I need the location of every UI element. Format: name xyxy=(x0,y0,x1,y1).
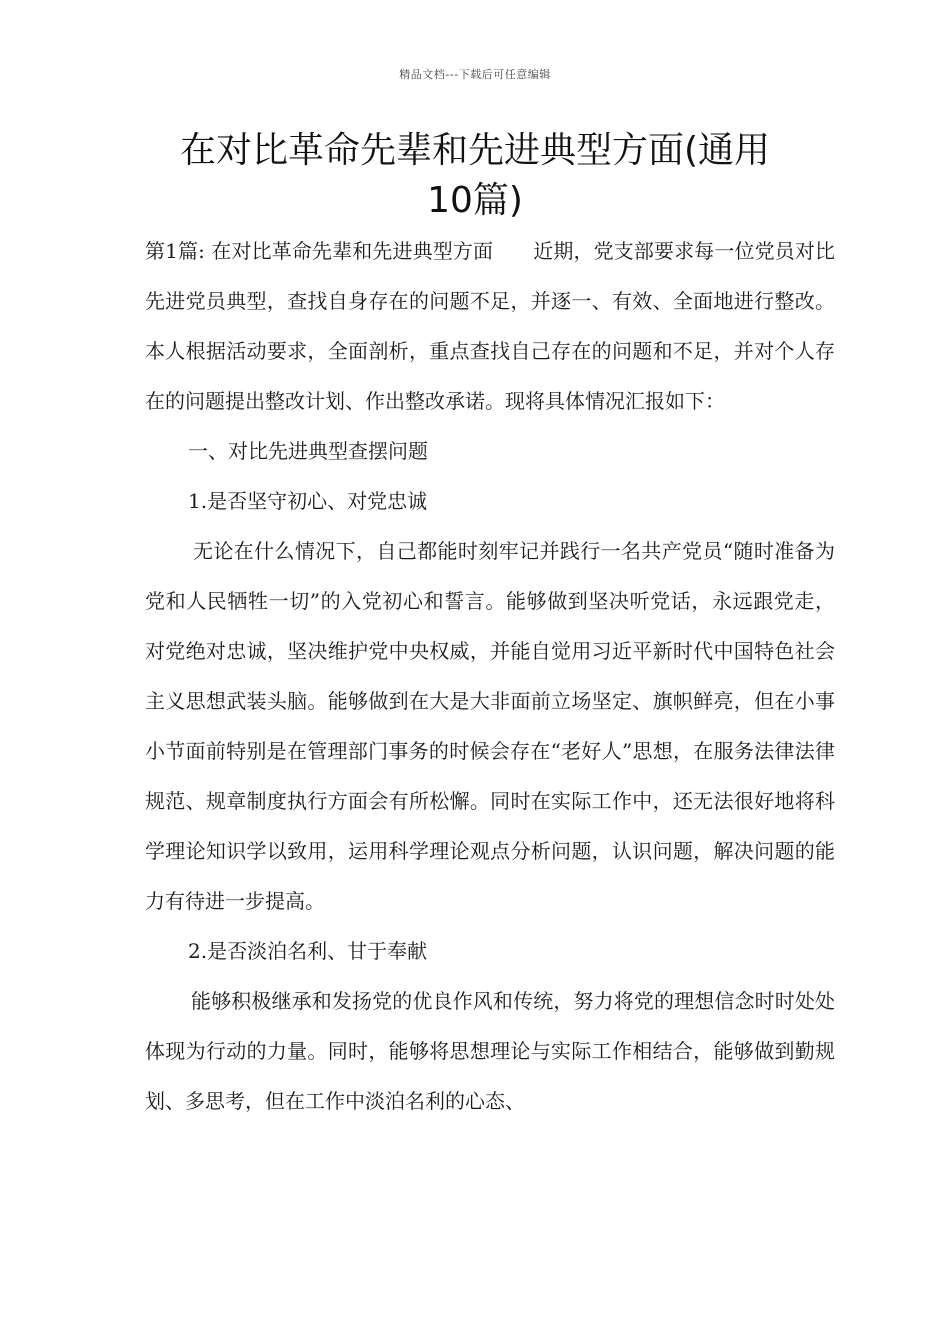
document-title xyxy=(100,126,850,226)
intro-text: 近期，党支部要求每一位党员对比先进党员典型，查找自身存在的问题不足，并逐一、有效、全面地进行整改。本人根据活动要求，全面剖析，重点查找自己存在的问题和不足，并对个人存在的问题提出整改计划、作出整改承诺。现将具体情况汇报如下： xyxy=(145,239,836,413)
intro-paragraph xyxy=(145,226,835,426)
part1-heading: 一、对比先进典型查摆问题 xyxy=(188,439,428,463)
section-heading: 第1篇: 在对比革命先辈和先进典型方面 xyxy=(145,239,494,263)
item2-body: 能够积极继承和发扬党的优良作风和传统，努力将党的理想信念时时处处体现为行动的力量。同时，能够将思想理论与实际工作相结合，能够做到勤规划、多思考，但在工作中淡泊名利的心态、 xyxy=(145,989,835,1113)
document-body xyxy=(145,226,835,1126)
title-line-2: 10篇) xyxy=(427,180,523,221)
page-header: 精品文档---下载后可任意编辑 xyxy=(399,68,551,81)
item1-heading: 1.是否坚守初心、对党忠诚 xyxy=(188,489,428,513)
item2-heading: 2.是否淡泊名利、甘于奉献 xyxy=(188,939,428,963)
item1-body: 无论在什么情况下，自己都能时刻牢记并践行一名共产党员“随时准备为党和人民牺牲一切”的入党初心和誓言。能够做到坚决听党话，永远跟党走，对党绝对忠诚，坚决维护党中央权威，并能自觉用习近平新时代中国特色社会主义思想武装头脑。能够做到在大是大非面前立场坚定、旗帜鲜亮，但在小事小节面前特别是在管理部门事务的时候会存在“老好人”思想，在服务法律法律规范、规章制度执行方面会有所松懈。同时在实际工作中，还无法很好地将科学理论知识学以致用，运用科学理论观点分析问题，认识问题，解决问题的能力有待进一步提高。 xyxy=(145,539,835,913)
title-line-1: 在对比革命先辈和先进典型方面(通用 xyxy=(179,130,771,171)
